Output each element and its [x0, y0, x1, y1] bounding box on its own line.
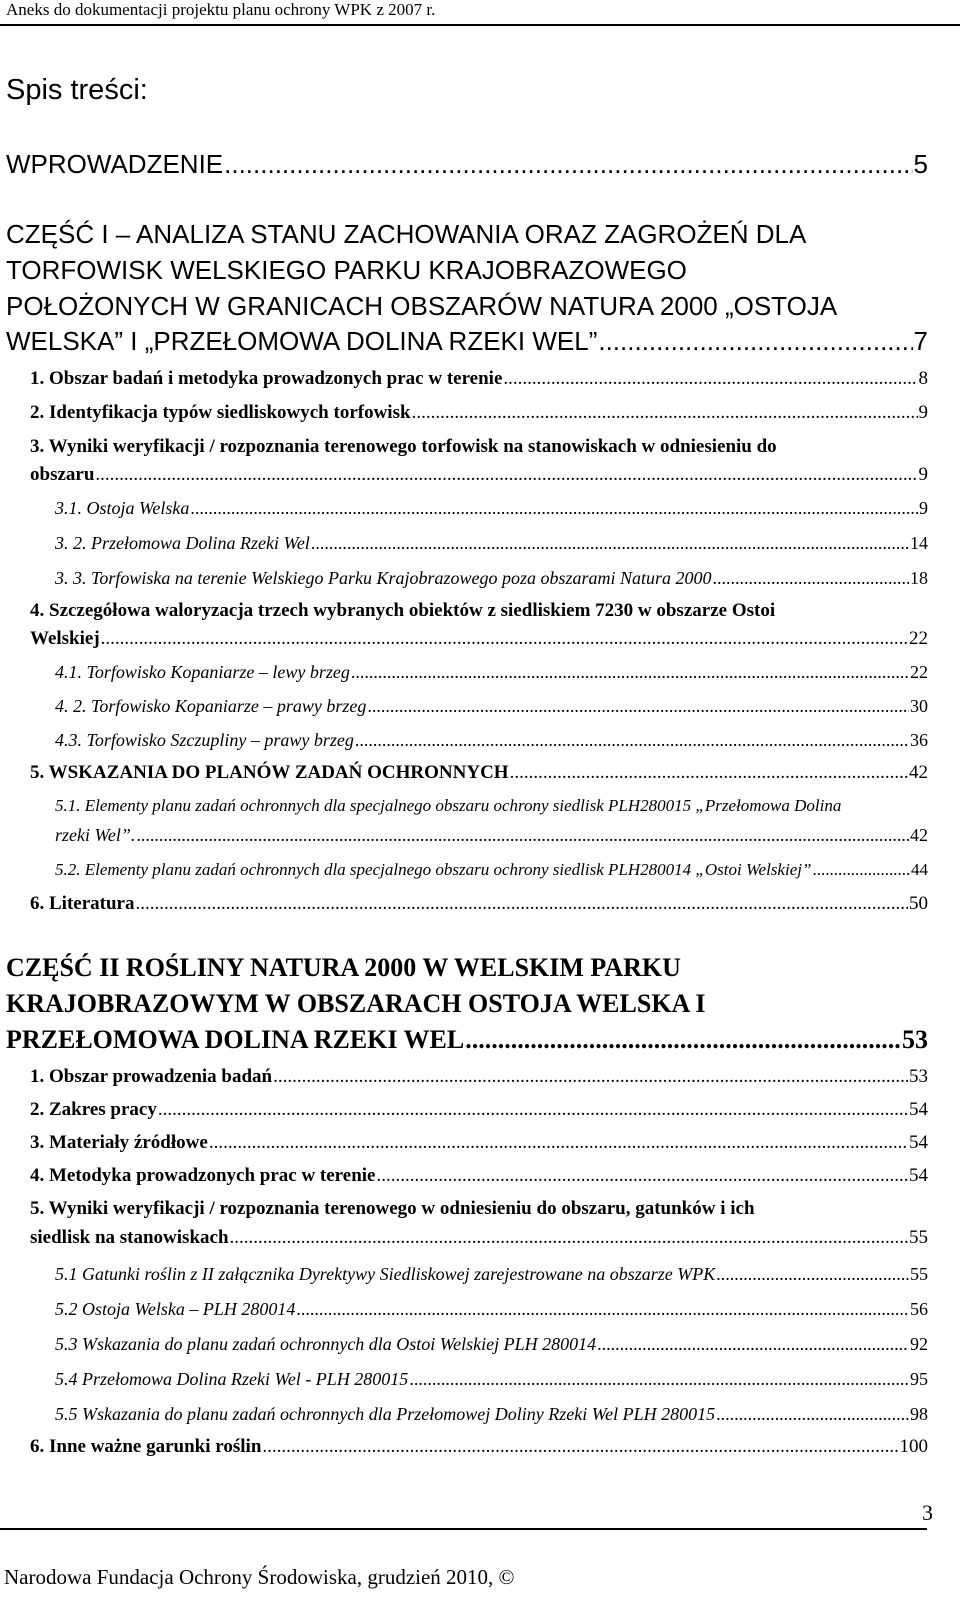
toc-leader: [135, 891, 908, 917]
toc-page-number: 8: [918, 368, 928, 389]
toc-leader: [230, 1225, 908, 1251]
toc-leader: [812, 857, 910, 883]
toc-page-number: 53: [909, 1066, 928, 1087]
toc-entry-label: 6. Literatura: [30, 893, 135, 914]
toc-entry-label: 3. Materiały źródłowe: [30, 1132, 208, 1153]
toc-page-number: 42: [910, 825, 928, 845]
toc-page-number: 42: [909, 762, 928, 783]
toc-entry-2-5-4[interactable]: [55, 1366, 928, 1392]
toc-page-number: 100: [899, 1436, 928, 1457]
toc-entry-2-5-3[interactable]: [55, 1331, 928, 1357]
toc-leader: [713, 565, 909, 591]
toc-entry-label: 5.4 Przełomowa Dolina Rzeki Wel - PLH 280015: [55, 1369, 409, 1389]
toc-entry-1-3-3[interactable]: [55, 565, 928, 591]
toc-entry-2-5-line-1: 5. Wyniki weryfikacji / rozpoznania terenowego w odniesieniu do obszaru, gatunków i ich: [30, 1198, 755, 1219]
toc-part2-line-2: KRAJOBRAZOWYM W OBSZARACH OSTOJA WELSKA I: [6, 989, 706, 1018]
toc-entry-part2[interactable]: [6, 1022, 928, 1058]
toc-entry-label: 3. 3. Torfowiska na terenie Welskiego Parku Krajobrazowego poza obszarami Natura 2000: [55, 568, 712, 588]
toc-title: Spis treści:: [6, 74, 148, 106]
toc-entry-label: 1. Obszar badań i metodyka prowadzonych prac w terenie: [30, 368, 503, 389]
toc-entry-2-5-5[interactable]: [55, 1401, 928, 1427]
toc-page-number: 95: [910, 1369, 928, 1389]
toc-leader: [224, 146, 912, 182]
toc-page-number: 55: [910, 1264, 928, 1284]
toc-page-number: 22: [910, 662, 928, 682]
page-number: 3: [922, 1500, 933, 1525]
toc-leader: [367, 693, 909, 719]
toc-entry-2-5-2[interactable]: [55, 1296, 928, 1322]
toc-entry-1-4-line-1: 4. Szczegółowa waloryzacja trzech wybranych obiektów z siedliskiem 7230 w obszarze Ostoi: [30, 600, 776, 621]
toc-page-number: 98: [910, 1404, 928, 1424]
toc-entry-1-4-3[interactable]: [55, 727, 928, 753]
toc-leader: [95, 462, 917, 488]
toc-entry-label: 5. WSKAZANIA DO PLANÓW ZADAŃ OCHRONNYCH: [30, 762, 509, 783]
toc-entry-label: 6. Inne ważne garunki roślin: [30, 1436, 262, 1457]
toc-entry-label: 1. Obszar prowadzenia badań: [30, 1066, 273, 1087]
toc-page-number: 18: [910, 568, 928, 588]
toc-leader: [190, 495, 918, 521]
toc-entry-label: 5.1 Gatunki roślin z II załącznika Dyrektywy Siedliskowej zarejestrowane na obszarze WPK: [55, 1264, 716, 1284]
toc-entry-label: rzeki Wel”.: [55, 825, 136, 845]
toc-entry-label: 5.3 Wskazania do planu zadań ochronnych dla Ostoi Welskiej PLH 280014: [55, 1334, 597, 1354]
toc-page-number: 7: [913, 326, 928, 356]
toc-page-number: 56: [910, 1299, 928, 1319]
toc-entry-label: 4.1. Torfowisko Kopaniarze – lewy brzeg: [55, 662, 350, 682]
toc-entry-1-2[interactable]: [30, 400, 928, 426]
toc-leader: [503, 366, 917, 392]
toc-entry-label: WPROWADZENIE: [6, 149, 224, 179]
toc-entry-label: 2. Identyfikacja typów siedliskowych torfowisk: [30, 402, 411, 423]
toc-entry-1-4-2[interactable]: [55, 693, 928, 719]
toc-entry-1-5-2[interactable]: [55, 857, 928, 883]
toc-leader: [510, 760, 908, 786]
toc-page-number: 50: [909, 893, 928, 914]
toc-page-number: 36: [910, 730, 928, 750]
toc-entry-label: PRZEŁOMOWA DOLINA RZEKI WEL: [6, 1025, 465, 1054]
toc-page-number: 5: [913, 149, 928, 179]
toc-entry-1-5-1[interactable]: [55, 822, 928, 848]
toc-entry-label: Welskiej: [30, 628, 100, 649]
toc-entry-label: siedlisk na stanowiskach: [30, 1227, 229, 1248]
toc-leader: [351, 659, 909, 685]
toc-entry-label: 5.5 Wskazania do planu zadań ochronnych dla Przełomowej Doliny Rzeki Wel PLH 280015: [55, 1404, 716, 1424]
document-footer: Narodowa Fundacja Ochrony Środowiska, grudzień 2010, ©: [4, 1565, 515, 1589]
toc-leader: [296, 1296, 909, 1322]
toc-page-number: 44: [911, 860, 928, 879]
toc-page-number: 55: [909, 1227, 928, 1248]
toc-leader: [597, 1331, 909, 1357]
toc-page-number: 92: [910, 1334, 928, 1354]
toc-page-number: 54: [909, 1165, 928, 1186]
toc-leader: [412, 400, 918, 426]
toc-page-number: 14: [910, 533, 928, 553]
toc-entry-1-3-1[interactable]: [55, 495, 928, 521]
toc-entry-2-1[interactable]: [30, 1064, 928, 1090]
toc-entry-2-5[interactable]: [30, 1225, 928, 1251]
toc-entry-1-4[interactable]: [30, 626, 928, 652]
toc-entry-1-3-2[interactable]: [55, 530, 928, 556]
toc-page-number: 9: [918, 402, 928, 423]
toc-part1-line-1: CZĘŚĆ I – ANALIZA STANU ZACHOWANIA ORAZ ZAGROŻEŃ DLA: [6, 219, 807, 249]
toc-leader: [136, 822, 909, 848]
toc-entry-2-4[interactable]: [30, 1163, 928, 1189]
toc-entry-2-3[interactable]: [30, 1130, 928, 1156]
toc-entry-label: obszaru: [30, 464, 95, 485]
toc-leader: [101, 626, 908, 652]
toc-part1-line-3: POŁOŻONYCH W GRANICACH OBSZARÓW NATURA 2000 „OSTOJA: [6, 291, 838, 321]
toc-entry-label: 5.2 Ostoja Welska – PLH 280014: [55, 1299, 296, 1319]
toc-leader: [465, 1022, 901, 1058]
toc-page-number: 9: [918, 464, 928, 485]
toc-leader: [355, 727, 909, 753]
toc-leader: [716, 1261, 909, 1287]
toc-page-number: 9: [919, 498, 928, 518]
toc-entry-label: 4.3. Torfowisko Szczupliny – prawy brzeg: [55, 730, 354, 750]
document-header: Aneks do dokumentacji projektu planu ochrony WPK z 2007 r.: [0, 0, 960, 26]
toc-entry-label: 5.2. Elementy planu zadań ochronnych dla specjalnego obszaru ochrony siedlisk PLH280014 „Ostoi Welskiej”: [55, 860, 812, 879]
toc-entry-2-6[interactable]: [30, 1434, 928, 1460]
toc-leader: [409, 1366, 909, 1392]
toc-entry-2-2[interactable]: [30, 1097, 928, 1123]
toc-entry-label: WELSKA” I „PRZEŁOMOWA DOLINA RZEKI WEL”: [6, 326, 598, 356]
toc-entry-1-6[interactable]: [30, 891, 928, 917]
toc-page-number: 54: [909, 1132, 928, 1153]
toc-leader: [598, 323, 912, 359]
toc-entry-label: 4. 2. Torfowisko Kopaniarze – prawy brzeg: [55, 696, 367, 716]
toc-page-number: 22: [909, 628, 928, 649]
toc-leader: [262, 1434, 898, 1460]
toc-entry-2-5-1[interactable]: [55, 1261, 928, 1287]
toc-leader: [273, 1064, 908, 1090]
toc-leader: [716, 1401, 909, 1427]
toc-entry-label: 2. Zakres pracy: [30, 1099, 157, 1120]
toc-entry-1-4-1[interactable]: [55, 659, 928, 685]
toc-page-number: 30: [910, 696, 928, 716]
toc-entry-1-1[interactable]: [30, 366, 928, 392]
toc-leader: [311, 530, 909, 556]
toc-leader: [377, 1163, 909, 1189]
toc-part1-line-2: TORFOWISK WELSKIEGO PARKU KRAJOBRAZOWEGO: [6, 255, 687, 285]
toc-part2-line-1: CZĘŚĆ II ROŚLINY NATURA 2000 W WELSKIM PARKU: [6, 953, 681, 982]
toc-leader: [158, 1097, 908, 1123]
toc-leader: [209, 1130, 908, 1156]
toc-entry-label: 4. Metodyka prowadzonych prac w terenie: [30, 1165, 376, 1186]
toc-page-number: 53: [902, 1025, 928, 1054]
toc-entry-1-5-1-line-1: 5.1. Elementy planu zadań ochronnych dla specjalnego obszaru ochrony siedlisk PLH280015 „Przełomowa Dolina: [55, 796, 842, 815]
footer-divider: [0, 1528, 927, 1530]
toc-entry-label: 3. 2. Przełomowa Dolina Rzeki Wel: [55, 533, 310, 553]
toc-entry-1-3-line-1: 3. Wyniki weryfikacji / rozpoznania terenowego torfowisk na stanowiskach w odniesieniu do: [30, 436, 777, 457]
toc-page-number: 54: [909, 1099, 928, 1120]
toc-entry-label: 3.1. Ostoja Welska: [55, 498, 190, 518]
toc-entry-intro[interactable]: [6, 146, 928, 182]
toc-entry-part1[interactable]: [6, 323, 928, 359]
toc-entry-1-3[interactable]: [30, 462, 928, 488]
toc-entry-1-5[interactable]: [30, 760, 928, 786]
